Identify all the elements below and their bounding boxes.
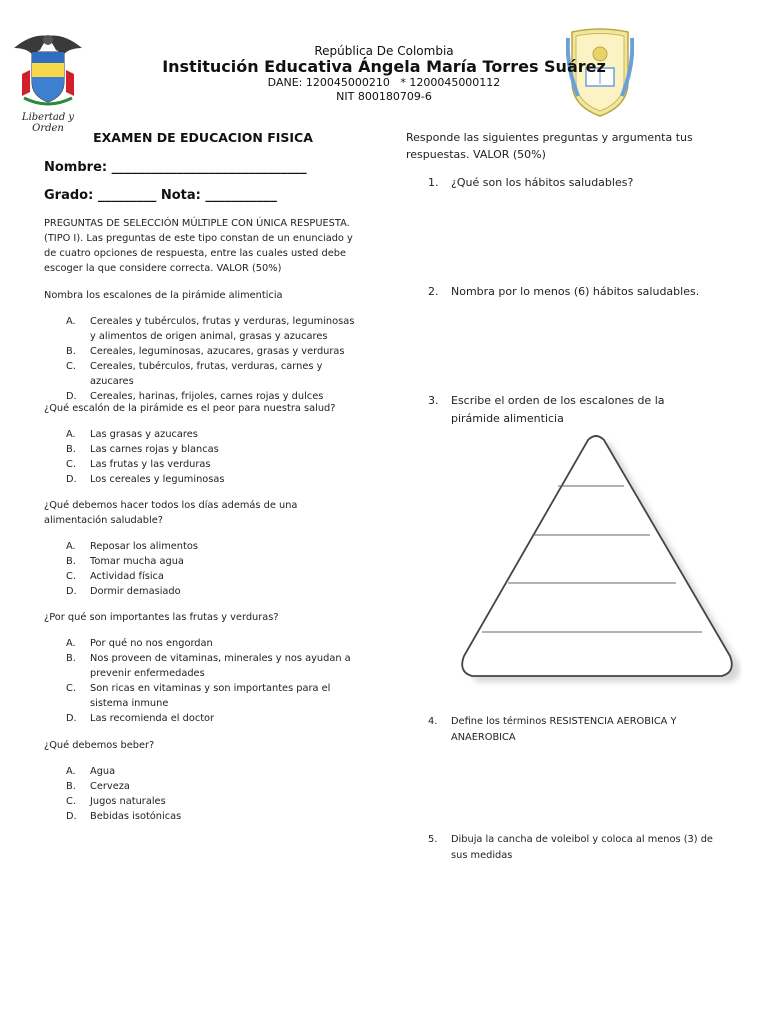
option-letter: A.	[66, 638, 76, 649]
option-item	[66, 359, 356, 389]
option-text: Las frutas y las verduras	[90, 459, 211, 470]
mc-options-3	[66, 539, 356, 599]
question-number: 2.	[428, 285, 439, 298]
question-text: Nombra por lo menos (6) hábitos saludables.	[451, 285, 700, 298]
open-question-1	[428, 174, 718, 192]
option-letter: C.	[66, 683, 76, 694]
mc-options-2	[66, 427, 356, 487]
option-letter: D.	[66, 391, 77, 402]
option-text: Dormir demasiado	[90, 586, 181, 597]
question-text: Escribe el orden de los escalones de la pirámide alimenticia	[451, 394, 665, 425]
food-pyramid-drawing	[446, 430, 742, 696]
option-item	[66, 764, 356, 779]
option-item	[66, 794, 356, 809]
mc-question-5: ¿Qué debemos beber?	[44, 740, 155, 751]
option-item	[66, 457, 356, 472]
option-letter: D.	[66, 586, 77, 597]
option-text: Actividad física	[90, 571, 164, 582]
header-nit: NIT 800180709-6	[336, 90, 432, 103]
header-country: República De Colombia	[314, 44, 454, 58]
option-item	[66, 809, 356, 824]
option-item	[66, 539, 356, 554]
option-letter: D.	[66, 474, 77, 485]
option-item	[66, 636, 356, 651]
open-question-2	[428, 283, 718, 301]
open-question-5	[428, 832, 728, 864]
option-text: Las grasas y azucares	[90, 429, 198, 440]
option-text: Tomar mucha agua	[90, 556, 184, 567]
option-letter: C.	[66, 459, 76, 470]
option-text: Agua	[90, 766, 116, 777]
option-text: Cereales, leguminosas, azucares, grasas y verduras	[90, 346, 345, 357]
exam-title: EXAMEN DE EDUCACION FISICA	[93, 130, 313, 145]
option-letter: B.	[66, 346, 76, 357]
grade-and-score-field: Grado: _________ Nota: ___________	[44, 188, 277, 203]
option-letter: D.	[66, 713, 77, 724]
open-question-4	[428, 714, 678, 746]
option-item	[66, 584, 356, 599]
mc-question-2: ¿Qué escalón de la pirámide es el peor para nuestra salud?	[44, 403, 336, 414]
option-letter: C.	[66, 361, 76, 372]
option-text: Son ricas en vitaminas y son importantes para el sistema inmune	[90, 683, 331, 709]
option-text: Cereales y tubérculos, frutas y verduras, leguminosas y alimentos de origen animal, grasas y azucares	[90, 316, 355, 342]
mc-question-4: ¿Por qué son importantes las frutas y verduras?	[44, 612, 279, 623]
option-letter: A.	[66, 766, 76, 777]
mc-question-1: Nombra los escalones de la pirámide alimenticia	[44, 290, 283, 301]
header-school-name: Institución Educativa Ángela María Torres Suárez	[162, 57, 606, 76]
question-text: Dibuja la cancha de voleibol y coloca al menos (3) de sus medidas	[451, 834, 713, 861]
option-letter: B.	[66, 444, 76, 455]
option-text: Cereales, tubérculos, frutas, verduras, carnes y azucares	[90, 361, 323, 387]
option-item	[66, 651, 356, 681]
option-text: Nos proveen de vitaminas, minerales y nos ayudan a prevenir enfermedades	[90, 653, 351, 679]
option-letter: B.	[66, 653, 76, 664]
option-text: Los cereales y leguminosas	[90, 474, 225, 485]
open-section-intro: Responde las siguientes preguntas y argumenta tus respuestas. VALOR (50%)	[406, 131, 693, 161]
mc-options-1	[66, 314, 356, 404]
option-text: Jugos naturales	[90, 796, 166, 807]
option-letter: C.	[66, 571, 76, 582]
option-item	[66, 472, 356, 487]
option-text: Por qué no nos engordan	[90, 638, 213, 649]
option-text: Bebidas isotónicas	[90, 811, 182, 822]
option-text: Las recomienda el doctor	[90, 713, 215, 724]
option-text: Cereales, harinas, frijoles, carnes rojas y dulces	[90, 391, 324, 402]
option-letter: A.	[66, 429, 76, 440]
question-number: 5.	[428, 834, 438, 845]
option-text: Reposar los alimentos	[90, 541, 198, 552]
option-item	[66, 554, 356, 569]
option-item	[66, 711, 356, 726]
mc-options-4	[66, 636, 356, 726]
question-text: ¿Qué son los hábitos saludables?	[451, 176, 634, 189]
option-letter: A.	[66, 316, 76, 327]
option-item	[66, 569, 356, 584]
question-number: 1.	[428, 176, 439, 189]
question-number: 4.	[428, 716, 438, 727]
logo-motto: Libertad y Orden	[21, 112, 75, 134]
option-item	[66, 344, 356, 359]
option-letter: B.	[66, 781, 76, 792]
name-field: Nombre: ______________________________	[44, 160, 307, 175]
header-dane: DANE: 120045000210 * 1200045000112	[267, 76, 501, 89]
option-letter: D.	[66, 811, 77, 822]
option-letter: C.	[66, 796, 76, 807]
option-item	[66, 427, 356, 442]
option-text: Cerveza	[90, 781, 130, 792]
option-item	[66, 442, 356, 457]
question-text: Define los términos RESISTENCIA AEROBICA Y ANAEROBICA	[451, 716, 677, 743]
open-question-3	[428, 392, 708, 427]
instructions-text: PREGUNTAS DE SELECCIÓN MÚLTIPLE CON ÚNICA RESPUESTA. (TIPO I). Las preguntas de este tipo constan de un enunciado y de cuatro opciones de respuesta, entre las cuales usted debe escoger la que considere correcta. VALOR (50%)	[44, 218, 353, 274]
option-item	[66, 681, 356, 711]
question-number: 3.	[428, 394, 439, 407]
option-letter: B.	[66, 556, 76, 567]
option-letter: A.	[66, 541, 76, 552]
option-text: Las carnes rojas y blancas	[90, 444, 219, 455]
mc-options-5	[66, 764, 356, 824]
mc-question-3: ¿Qué debemos hacer todos los días además de una alimentación saludable?	[44, 500, 298, 526]
option-item	[66, 314, 356, 344]
option-item	[66, 779, 356, 794]
